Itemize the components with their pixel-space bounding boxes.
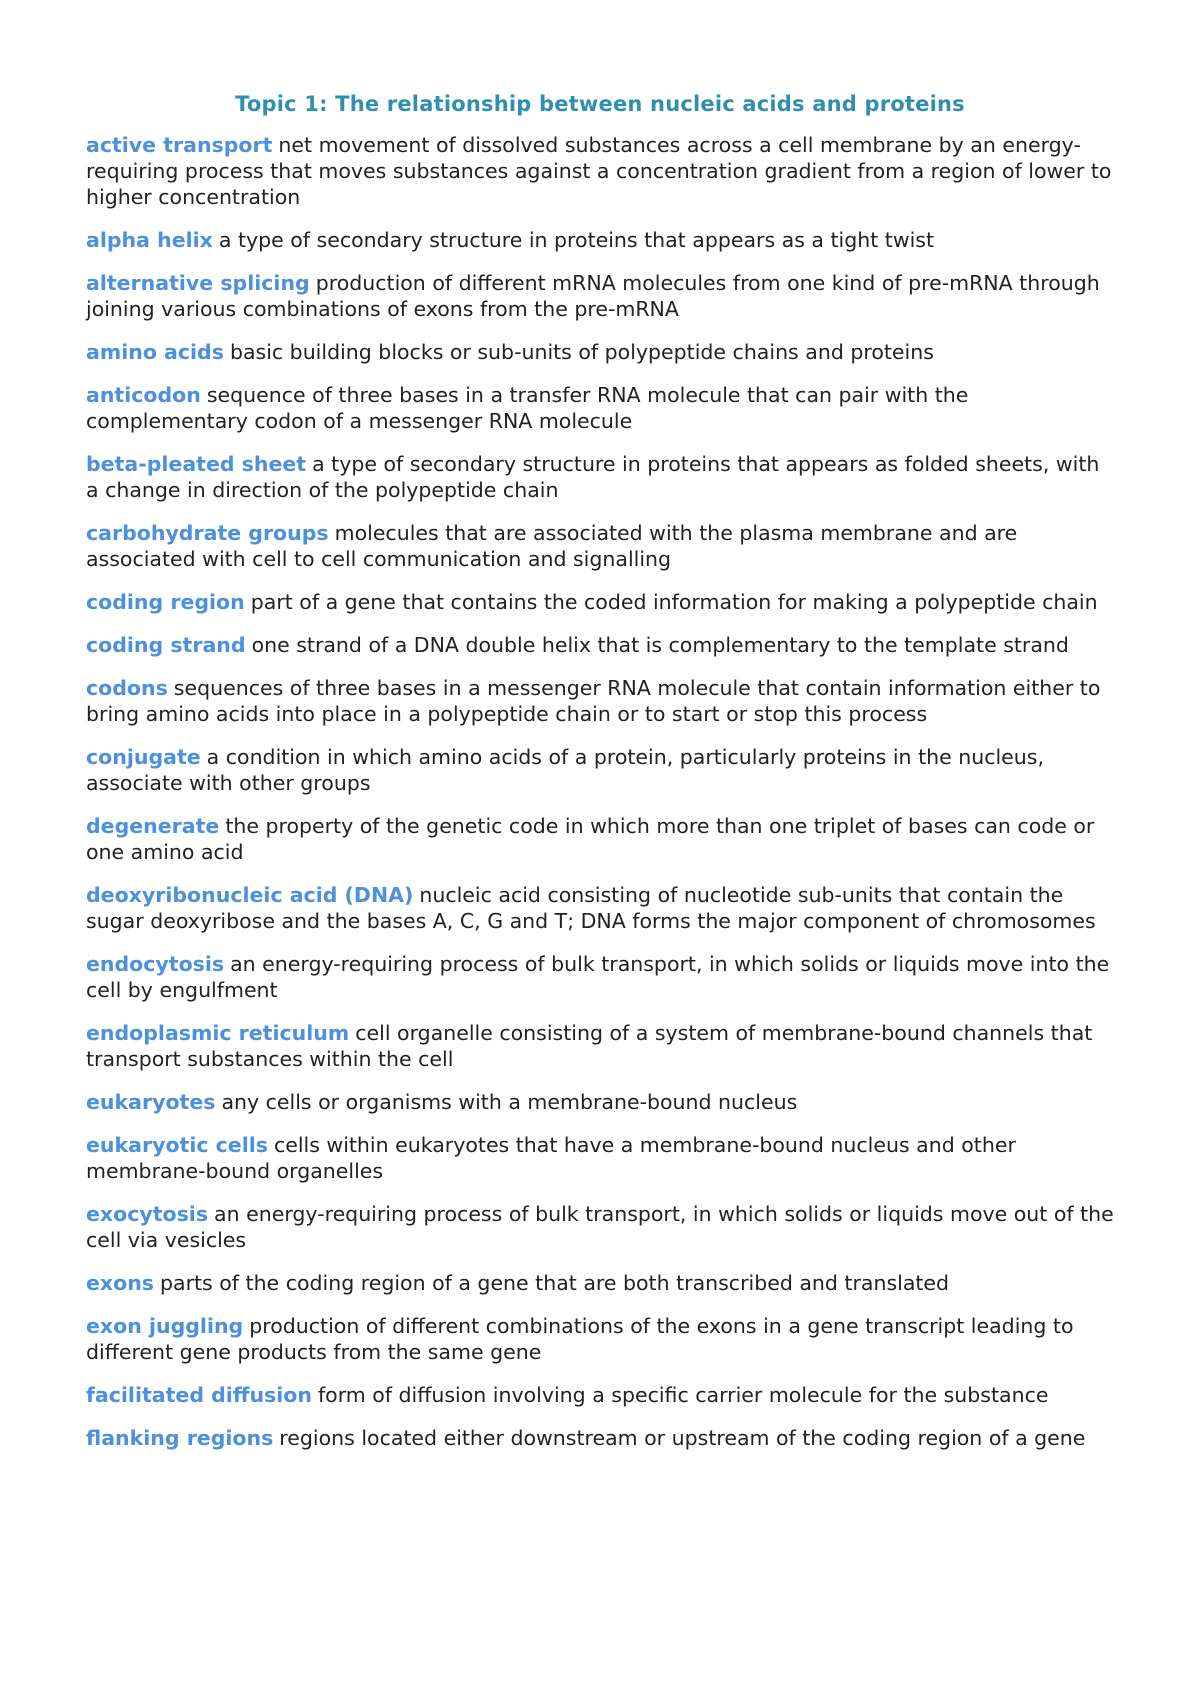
glossary-term: codons xyxy=(86,676,168,700)
glossary-definition: nucleic acid consisting of nucleotide sub-units that contain the sugar deoxyribose and the bases A, C, G and T; DNA forms the major component of chromosomes xyxy=(86,883,1096,933)
glossary-entry xyxy=(86,1201,1114,1253)
glossary-term: anticodon xyxy=(86,383,201,407)
glossary-entry xyxy=(86,1313,1114,1365)
glossary-entry xyxy=(86,632,1114,658)
glossary-entry xyxy=(86,451,1114,503)
glossary-entry xyxy=(86,1089,1114,1115)
glossary-term: deoxyribonucleic acid (DNA) xyxy=(86,883,414,907)
glossary-entry xyxy=(86,589,1114,615)
glossary-definition: any cells or organisms with a membrane-bound nucleus xyxy=(221,1090,798,1114)
glossary-definition: a type of secondary structure in proteins that appears as folded sheets, with a change in direction of the polypeptide chain xyxy=(86,452,1100,502)
glossary-entry xyxy=(86,1382,1114,1408)
glossary-term: coding region xyxy=(86,590,245,614)
glossary-term: coding strand xyxy=(86,633,246,657)
glossary-definition: parts of the coding region of a gene that are both transcribed and translated xyxy=(160,1271,950,1295)
glossary-definition: an energy-requiring process of bulk transport, in which solids or liquids move into the cell by engulfment xyxy=(86,952,1110,1002)
glossary-definition: molecules that are associated with the plasma membrane and are associated with cell to cell communication and signalling xyxy=(86,521,1018,571)
glossary-definition: production of different combinations of the exons in a gene transcript leading to different gene products from the same gene xyxy=(86,1314,1074,1364)
glossary-definition: the property of the genetic code in which more than one triplet of bases can code or one amino acid xyxy=(86,814,1095,864)
glossary-entry xyxy=(86,744,1114,796)
glossary-term: alternative splicing xyxy=(86,271,310,295)
glossary-term: endoplasmic reticulum xyxy=(86,1021,350,1045)
glossary-term: conjugate xyxy=(86,745,201,769)
glossary-definition: a condition in which amino acids of a protein, particularly proteins in the nucleus, associate with other groups xyxy=(86,745,1044,795)
glossary-term: facilitated diffusion xyxy=(86,1383,312,1407)
glossary-entry xyxy=(86,270,1114,322)
glossary-entry xyxy=(86,675,1114,727)
glossary-term: exocytosis xyxy=(86,1202,209,1226)
glossary-definition: sequences of three bases in a messenger RNA molecule that contain information either to bring amino acids into place in a polypeptide chain or to start or stop this process xyxy=(86,676,1101,726)
glossary-entry xyxy=(86,882,1114,934)
glossary-entry xyxy=(86,132,1114,210)
glossary-entry xyxy=(86,520,1114,572)
glossary-entry xyxy=(86,1425,1114,1451)
glossary-term: eukaryotic cells xyxy=(86,1133,268,1157)
glossary-definition: one strand of a DNA double helix that is complementary to the template strand xyxy=(251,633,1069,657)
glossary-term: carbohydrate groups xyxy=(86,521,329,545)
glossary-definition: a type of secondary structure in proteins that appears as a tight twist xyxy=(218,228,934,252)
glossary-term: amino acids xyxy=(86,340,224,364)
glossary-definition: net movement of dissolved substances across a cell membrane by an energy-requiring process that moves substances against a concentration gradient from a region of lower to higher concentration xyxy=(86,133,1112,209)
glossary-definition: sequence of three bases in a transfer RNA molecule that can pair with the complementary codon of a messenger RNA molecule xyxy=(86,383,969,433)
glossary-entry xyxy=(86,227,1114,253)
glossary-term: flanking regions xyxy=(86,1426,274,1450)
glossary-definition: basic building blocks or sub-units of polypeptide chains and proteins xyxy=(229,340,934,364)
glossary-definition: cell organelle consisting of a system of membrane-bound channels that transport substances within the cell xyxy=(86,1021,1093,1071)
glossary-definition: regions located either downstream or upstream of the coding region of a gene xyxy=(279,1426,1086,1450)
glossary-term: beta-pleated sheet xyxy=(86,452,307,476)
glossary-definition: cells within eukaryotes that have a membrane-bound nucleus and other membrane-bound organelles xyxy=(86,1133,1016,1183)
glossary-term: active transport xyxy=(86,133,273,157)
glossary-entry xyxy=(86,1270,1114,1296)
glossary-definition: form of diffusion involving a specific carrier molecule for the substance xyxy=(317,1383,1049,1407)
glossary-definition: an energy-requiring process of bulk transport, in which solids or liquids move out of the cell via vesicles xyxy=(86,1202,1114,1252)
glossary-entry xyxy=(86,1132,1114,1184)
glossary-definition: production of different mRNA molecules from one kind of pre-mRNA through joining various combinations of exons from the pre-mRNA xyxy=(86,271,1100,321)
glossary-term: endocytosis xyxy=(86,952,225,976)
glossary-entry xyxy=(86,951,1114,1003)
glossary-list xyxy=(86,132,1114,1451)
glossary-term: degenerate xyxy=(86,814,220,838)
glossary-term: alpha helix xyxy=(86,228,213,252)
glossary-entry xyxy=(86,1020,1114,1072)
glossary-definition: part of a gene that contains the coded information for making a polypeptide chain xyxy=(250,590,1098,614)
glossary-term: exons xyxy=(86,1271,155,1295)
glossary-entry xyxy=(86,382,1114,434)
page-title: Topic 1: The relationship between nucleic acids and proteins xyxy=(235,92,965,116)
glossary-entry xyxy=(86,339,1114,365)
glossary-term: eukaryotes xyxy=(86,1090,216,1114)
glossary-term: exon juggling xyxy=(86,1314,244,1338)
glossary-entry xyxy=(86,813,1114,865)
